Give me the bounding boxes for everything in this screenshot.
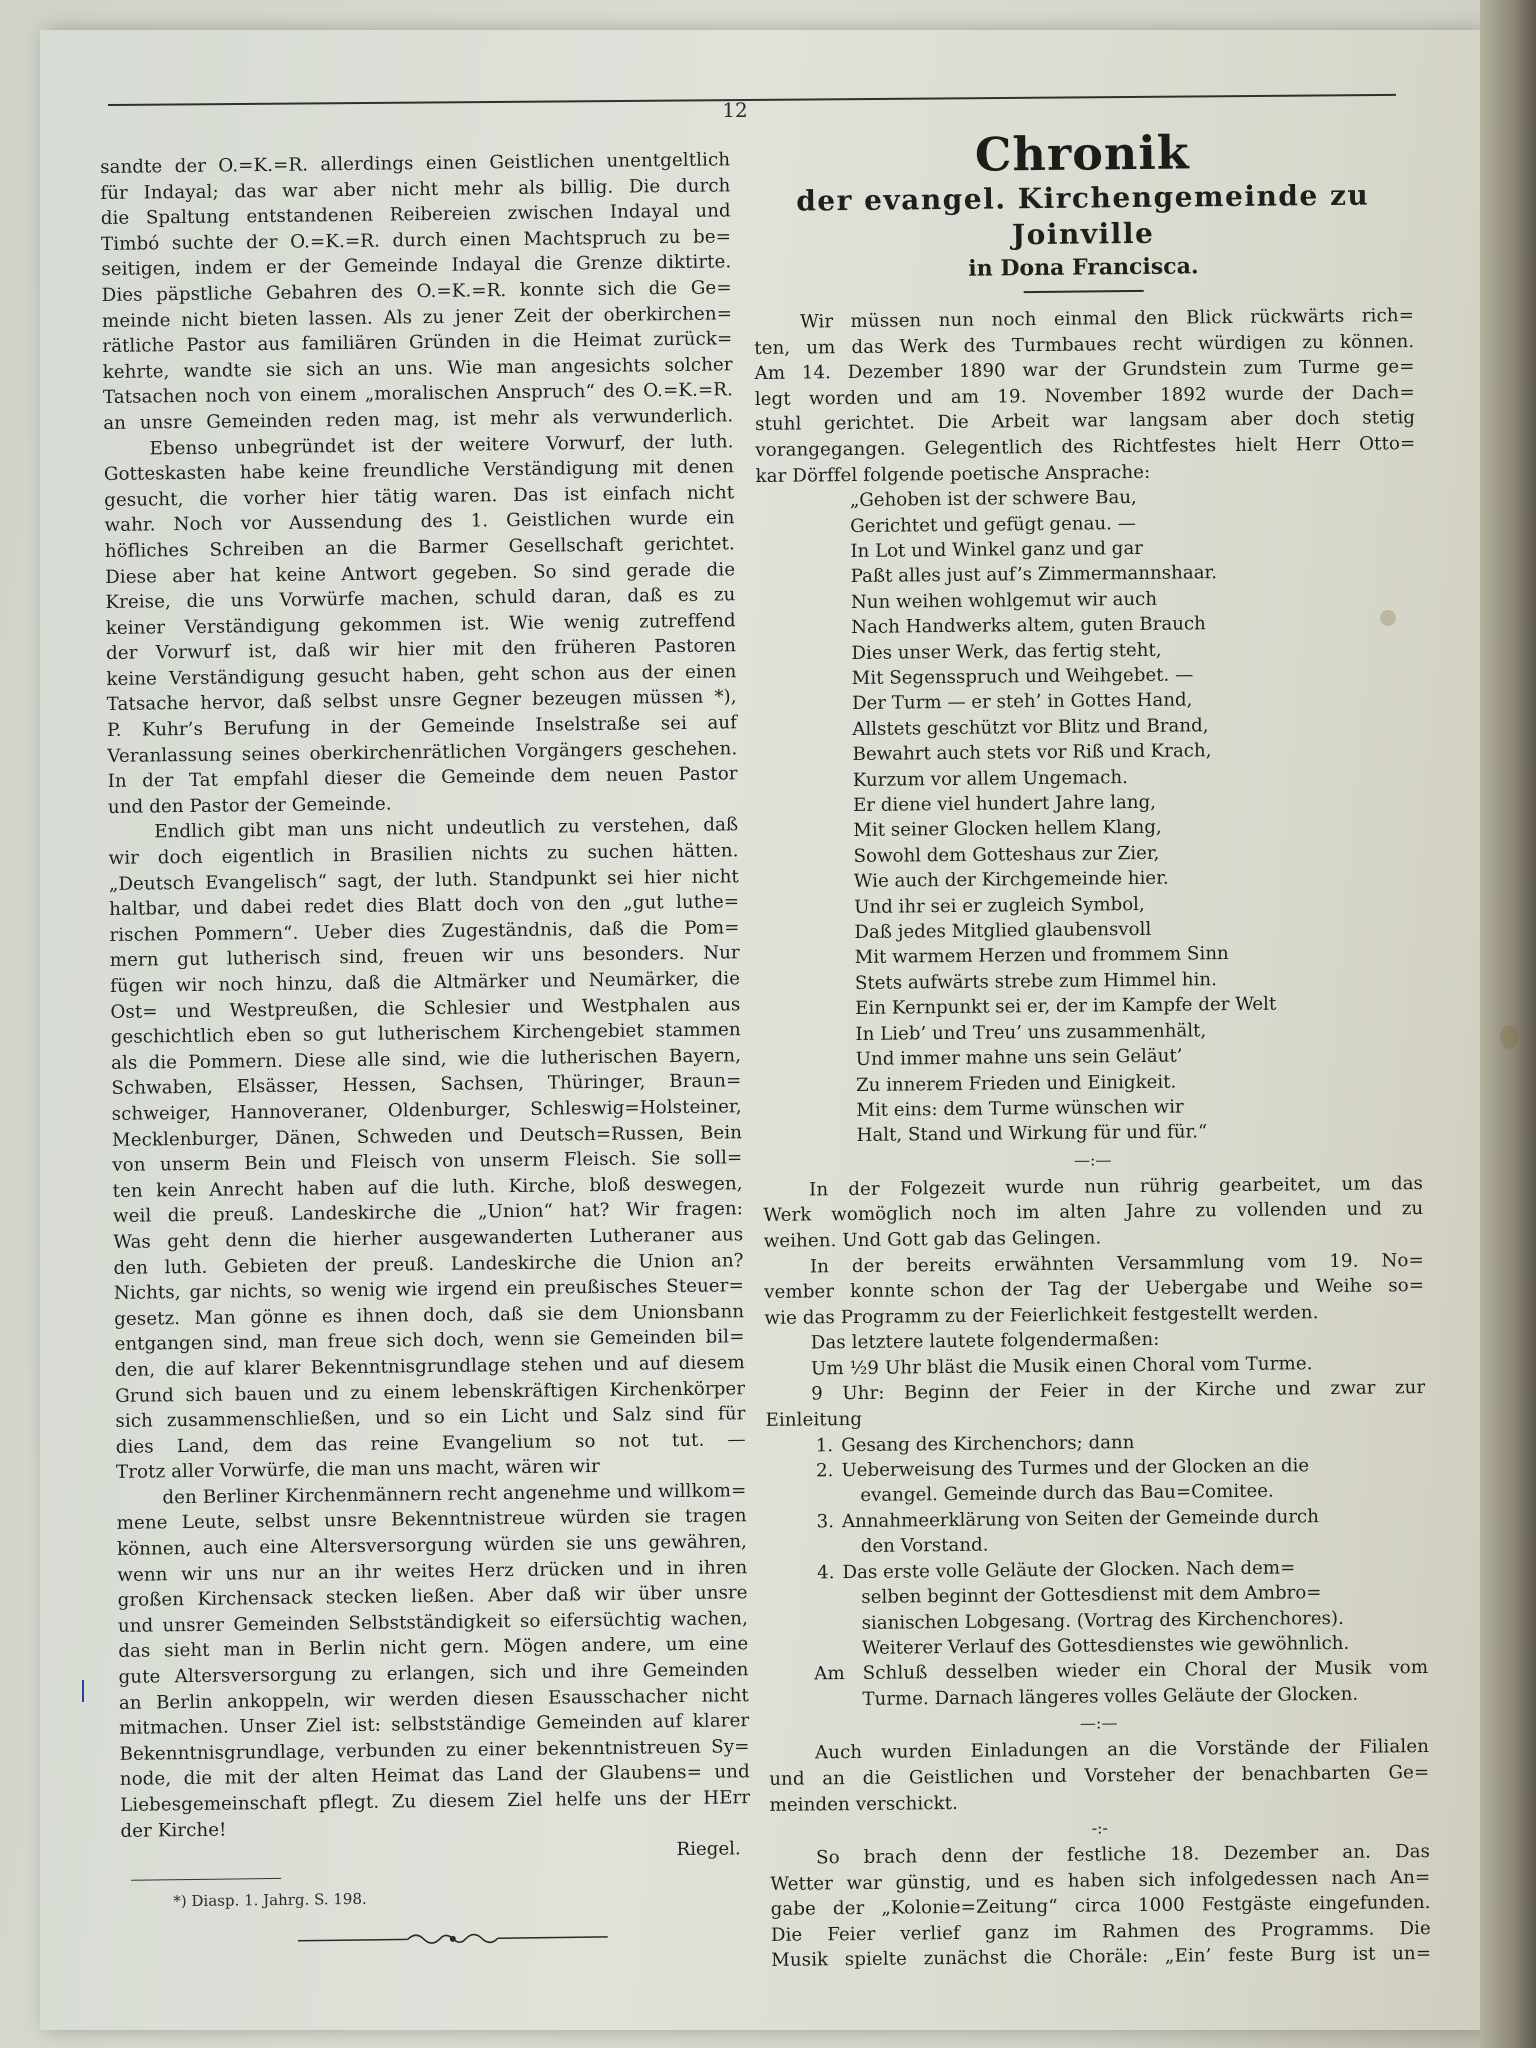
text-line: ten, um das Werk des Turmbaues recht würdigen zu können. [754,330,1415,359]
text-line: von unserm Bein und Fleisch von unserm Fleisch. Sie soll= [112,1147,743,1177]
text-line: vember konnte schon der Tag der Uebergabe und Weihe so= [764,1275,1425,1304]
text-line: den luth. Gebieten der preuß. Landeskirche die Union an? [113,1249,744,1279]
program-item-number: 1. [815,1434,834,1457]
text-line: keine Verständigung gesucht haben, geht schon aus der einen [106,661,737,690]
poem-line: Ein Kernpunkt sei er, der im Kampfe der Welt [855,993,1277,1020]
text-line: node, die mit der alten Heimat das Land der Glaubens= und [119,1761,750,1791]
poem-line: In Lot und Winkel ganz und gar [850,537,1144,562]
text-line: an Berlin ankoppeln, wir werden diesen Esausschacher nicht [118,1684,749,1714]
program-item-text: evangel. Gemeinde durch das Bau=Comitee. [860,1481,1274,1507]
text-line: P. Kuhr’s Berufung in der Gemeinde Inselstraße sei auf [106,712,738,742]
text-line: den, die auf klarer Bekenntnisgrundlage stehen und auf diesem [114,1352,745,1381]
text-line: Die Feier verlief ganz im Rahmen des Programms. Die [770,1917,1431,1946]
author-signature: Riegel. [676,1838,741,1861]
text-line: wie das Programm zu der Feierlichkeit festgestellt werden. [764,1301,1319,1329]
poem-line: Nun weihen wohlgemut wir auch [850,588,1158,613]
text-line: gesucht, die vorher hier tätig waren. Das ist einfach nicht [104,481,735,511]
text-line: an unsre Gemeinden reden mag, ist mehr als verwunderlich. [103,405,734,434]
program-item-text: Weiterer Verlauf des Gottesdienstes wie gewöhnlich. [861,1632,1350,1659]
text-line: Grund sich bauen und zu einem lebenskräftigen Kirchenkörper [115,1377,746,1407]
text-line: den Berliner Kirchenmännern recht angenehme und willkom= [162,1480,747,1509]
left-column-text [100,147,751,1844]
text-line: Das letztere lautete folgendermaßen: [810,1329,1160,1354]
text-line: stuhl gerichtet. Die Arbeit war langsam aber doch stetig [754,407,1416,436]
section-separator: —:— [1074,1150,1112,1170]
poem-line: Zu innerem Frieden und Einigkeit. [855,1071,1177,1096]
text-line: schweiger, Hannoveraner, Oldenburger, Schleswig=Holsteiner, [111,1096,742,1125]
section-separator: -:- [1091,1818,1108,1838]
poem-line: Sowohl dem Gotteshaus zur Zier, [853,842,1160,867]
text-line: Musik spielte zunächst die Choräle: „Ein’ feste Burg ist un= [771,1943,1432,1972]
text-line: rätliche Pastor aus familiären Gründen in die Heimat zurück= [102,328,733,358]
poem-line: Nach Handwerks altem, guten Brauch [851,613,1206,639]
text-line: können, auch eine Altersversorgung würden sie uns gewähren, [116,1531,748,1560]
poem-line: Wie auch der Kirchgemeinde hier. [853,867,1169,893]
text-line: mern gut lutherisch sind, freuen wir uns besonders. Nur [109,942,740,972]
text-line: wenn wir uns nur an ihr weites Herz drücken und in ihren [117,1556,748,1586]
chronik-subtitle: der evangel. Kirchengemeinde zu Joinville [796,178,1370,252]
text-line: So brach denn der festliche 18. Dezember an. Das [815,1841,1431,1869]
poem-line: Mit warmem Herzen und frommem Sinn [854,943,1229,969]
program-item-number: 3. [816,1511,835,1533]
right-column [752,123,1431,1974]
text-line: für Indayal; das war aber nicht mehr als billig. Die durch [100,174,731,204]
text-line: keiner Verständigung gekommen ist. Wie wenig zutreffend [105,609,736,639]
text-line: weihen. Und Gott gab das Gelingen. [763,1227,1102,1252]
poem-line: Der Turm — er steh’ in Gottes Hand, [851,689,1193,715]
poem [756,482,1423,1149]
poem-line: Er diene viel hundert Jahre lang, [852,791,1157,817]
text-line: und unsrer Gemeinden Selbstständigkeit so eifersüchtig wachen, [117,1608,749,1637]
text-line: rischen Pommern“. Ueber dies Zugeständnis, daß die Pom= [109,917,740,946]
poem-line: Halt, Stand und Wirkung für und für.“ [856,1121,1208,1147]
paper-stain [1500,1025,1518,1049]
poem-line: Und ihr sei er zugleich Symbol, [854,893,1145,918]
text-line: großen Kirchensack stecken ließen. Aber daß wir über unsre [117,1582,748,1612]
poem-line: In Lieb’ und Treu’ uns zusammenhält, [855,1019,1207,1045]
text-line: Um ½9 Uhr bläst die Musik einen Choral vom Turme. [810,1353,1313,1380]
text-line: Ebenso unbegründet ist der weitere Vorwurf, der luth. [149,430,734,459]
poem-line: „Gehoben ist der schwere Bau, [849,487,1137,512]
text-line: als die Pommern. Diese alle sind, wie die lutherischen Bayern, [110,1045,742,1074]
text-line: sandte der O.=K.=R. allerdings einen Geistlichen unentgeltlich [100,149,731,178]
left-column [100,147,752,1952]
poem-line: Mit eins: dem Turme wünschen wir [856,1096,1184,1121]
chronik-subtitle-place: in Dona Francisca. [968,253,1199,282]
text-line: Trotz aller Vorwürfe, die man uns macht, wären wir [115,1456,600,1484]
chronik-title: Chronik [974,125,1190,182]
text-line: Wir müssen nun noch einmal den Blick rückwärts rich= [799,305,1415,333]
text-line: entgangen sind, man freue sich doch, wenn sie Gemeinden bil= [114,1326,745,1356]
program-item-number: 4. [817,1561,835,1584]
poem-line: Allstets geschützt vor Blitz und Brand, [852,715,1209,740]
text-line: Am Schluß desselben wieder ein Choral der Musik vom [814,1657,1429,1685]
text-line: Gotteskasten habe keine freundliche Verständigung mit denen [103,456,734,486]
program-item-text: Gesang des Kirchenchors; dann [841,1431,1135,1456]
program-item-text: Das erste volle Geläute der Glocken. Nach dem= [842,1557,1296,1583]
text-line: mene Leute, selbst unsre Bekenntnistreue würden sie tragen [116,1505,747,1535]
text-line: legt worden und am 19. November 1892 wurde der Dach= [754,381,1415,410]
text-line: Diese aber hat keine Antwort gegeben. So sind gerade die [105,558,736,588]
text-line: wir doch eigentlich in Brasilien nichts zu suchen hätten. [108,840,739,869]
title-rule [1024,290,1144,293]
text-line: vorangegangen. Gelegentlich des Richtfestes hielt Herr Otto= [755,433,1416,461]
poem-line: Und immer mahne uns sein Geläut’ [855,1045,1183,1071]
text-line: seitigen, indem er der Gemeinde Indayal die Grenze diktirte. [101,251,732,281]
text-line: gabe der „Kolonie=Zeitung“ circa 1000 Festgäste eingefunden. [770,1892,1431,1921]
text-line: dies Land, dem das reine Evangelium so not tut. — [115,1428,746,1458]
program-item-text: Annahmeerklärung von Seiten der Gemeinde durch [841,1506,1320,1533]
text-line: Timbó suchte der O.=K.=R. durch einen Machtspruch zu be= [100,226,732,255]
text-line: fügen wir noch hinzu, daß die Altmärker und Neumärker, die [110,968,741,997]
text-line: Dies päpstliche Gebahren des O.=K.=R. konnte sich die Ge= [101,277,732,306]
poem-line: Bewahrt auch stets vor Riß und Krach, [852,740,1212,766]
text-line: Schwaben, Elsässer, Hessen, Sachsen, Thüringer, Braun= [111,1070,742,1100]
text-line: weil die preuß. Landeskirche die „Union“ hat? Wir fragen: [112,1198,744,1228]
text-line: In der Folgezeit wurde nun rührig gearbeitet, um das [808,1172,1424,1201]
text-line: In der Tat empfahl dieser die Gemeinde dem neuen Pastor [107,763,738,793]
text-line: ten kein Anrecht haben auf die luth. Kirche, bloß deswegen, [112,1172,743,1202]
program-closing [768,1655,1428,1713]
page-edge [1480,0,1536,2048]
text-line: der Kirche! [120,1819,227,1842]
text-line: meinde nicht bieten lassen. Als zu jener Zeit der oberkirchen= [101,302,733,332]
poem-line: Paßt alles just auf’s Zimmermannshaar. [850,562,1218,588]
text-line: Tatsachen noch von einem „moralischen Anspruch“ des O.=K.=R. [102,379,734,409]
text-line: Tatsache hervor, daß selbst unsre Gegner bezeugen müssen *), [106,686,737,716]
footnote: *) Diasp. 1. Jahrg. S. 198. [173,1889,367,1911]
text-line: Wetter war günstig, und es haben sich infolgedessen nach An= [770,1866,1431,1895]
text-line: und den Pastor der Gemeinde. [107,793,392,818]
text-line: Einleitung [765,1408,863,1431]
text-line: Am 14. Dezember 1890 war der Grundstein zum Turme ge= [754,356,1415,385]
text-line: Endlich gibt man uns nicht undeutlich zu verstehen, daß [154,814,739,843]
text-line: In der bereits erwähnten Versammlung vom 19. No= [809,1249,1424,1277]
text-line: mitmachen. Unser Ziel ist: selbstständige Gemeinden auf klarer [119,1710,750,1740]
text-line: Auch wurden Einladungen an die Vorstände der Filialen [814,1736,1430,1764]
poem-line: Dies unser Werk, das fertig steht, [851,639,1162,664]
invitation-paragraph [769,1734,1430,1818]
text-line: Liebesgemeinschaft pflegt. Zu diesem Ziel helfe uns der HErr [120,1787,751,1816]
program-item-text: den Vorstand. [860,1534,989,1558]
text-line: gesetz. Man gönne es ihnen doch, daß sie dem Unionsbann [114,1300,745,1330]
text-line: kar Dörffel folgende poetische Ansprache: [755,461,1151,487]
text-line: Kreise, die uns Vorwürfe machen, schuld daran, daß es zu [105,584,736,614]
page-number: 12 [722,98,748,122]
poem-line: Stets aufwärts strebe zum Himmel hin. [854,969,1217,994]
text-line: Was geht denn die hierher ausgewanderten Lutheraner aus [113,1224,744,1253]
margin-pen-mark [82,1680,84,1702]
ornament-divider [298,1927,608,1951]
text-line: Werk womöglich noch im alten Jahre zu vollenden und zu [763,1198,1424,1227]
text-line: höfliches Schreiben an die Barmer Gesellschaft gerichtet. [104,533,735,562]
text-line: 9 Uhr: Beginn der Feier in der Kirche und zwar zur [811,1377,1426,1405]
text-line: Veranlassung seines oberkirchenrätlichen Vorgängers geschehen. [107,737,738,767]
program-list [766,1427,1428,1663]
text-line: der Vorwurf ist, daß wir hier mit den früheren Pastoren [105,635,737,665]
text-line: das sieht man in Berlin nicht gern. Mögen andere, um eine [118,1633,749,1663]
poem-line: Gerichtet und gefügt genau. — [850,512,1136,537]
text-line: meinden verschickt. [769,1792,959,1816]
text-line: sich zusammenschließen, und so ein Licht und Salz sind für [115,1403,746,1432]
text-line: Bekenntnisgrundlage, verbunden zu einer bekenntnistreuen Sy= [119,1735,750,1765]
text-line: kehrte, wandte sie sich an uns. Wie man angesichts solcher [102,354,733,383]
text-line: Ost= und Westpreußen, die Schlesier und Westphalen aus [110,993,741,1023]
program-item-text: Ueberweisung des Turmes und der Glocken an die [841,1455,1310,1482]
program-intro [763,1171,1426,1434]
text-line: Turme. Darnach längeres volles Geläute der Glocken. [862,1683,1359,1710]
festival-paragraph [770,1839,1431,1974]
poem-line: Mit seiner Glocken hellem Klang, [853,817,1162,842]
text-line: haltbar, und dabei redet dies Blatt doch von den „gut luthe= [109,891,740,921]
text-line: die Spaltung entstandenen Reibereien zwischen Indayal und [100,200,731,230]
poem-line: Mit Segensspruch und Weihgebet. — [851,664,1194,689]
text-line: gute Altersversorgung zu erlangen, sich und ihre Gemeinden [118,1659,749,1688]
program-item-number: 2. [815,1460,834,1482]
text-line: Nichts, gar nichts, so wenig wie irgend ein preußisches Steuer= [113,1275,744,1305]
intro-paragraph [754,303,1416,489]
program-item-text: sianischen Lobgesang. (Vortrag des Kirchenchores). [861,1607,1344,1634]
text-line: und an die Geistlichen und Vorsteher der benachbarten Ge= [769,1761,1430,1790]
footnote-rule [131,1878,281,1881]
poem-line: Daß jedes Mitglied glaubensvoll [854,918,1152,944]
text-line: geschichtlich eben so gut lutherischem Kirchengebiet stammen [110,1019,741,1049]
poem-line: Kurzum vor allem Ungemach. [852,766,1129,791]
text-line: „Deutsch Evangelisch“ sagt, der luth. Standpunkt sei hier nicht [108,865,739,895]
section-separator: —:— [1079,1713,1118,1733]
text-line: Mecklenburger, Dänen, Schweden und Deutsch=Russen, Bein [111,1121,743,1151]
text-line: wahr. Noch vor Aussendung des 1. Geistlichen wurde ein [104,507,735,537]
program-item-text: selben beginnt der Gottesdienst mit dem Ambro= [861,1582,1322,1609]
